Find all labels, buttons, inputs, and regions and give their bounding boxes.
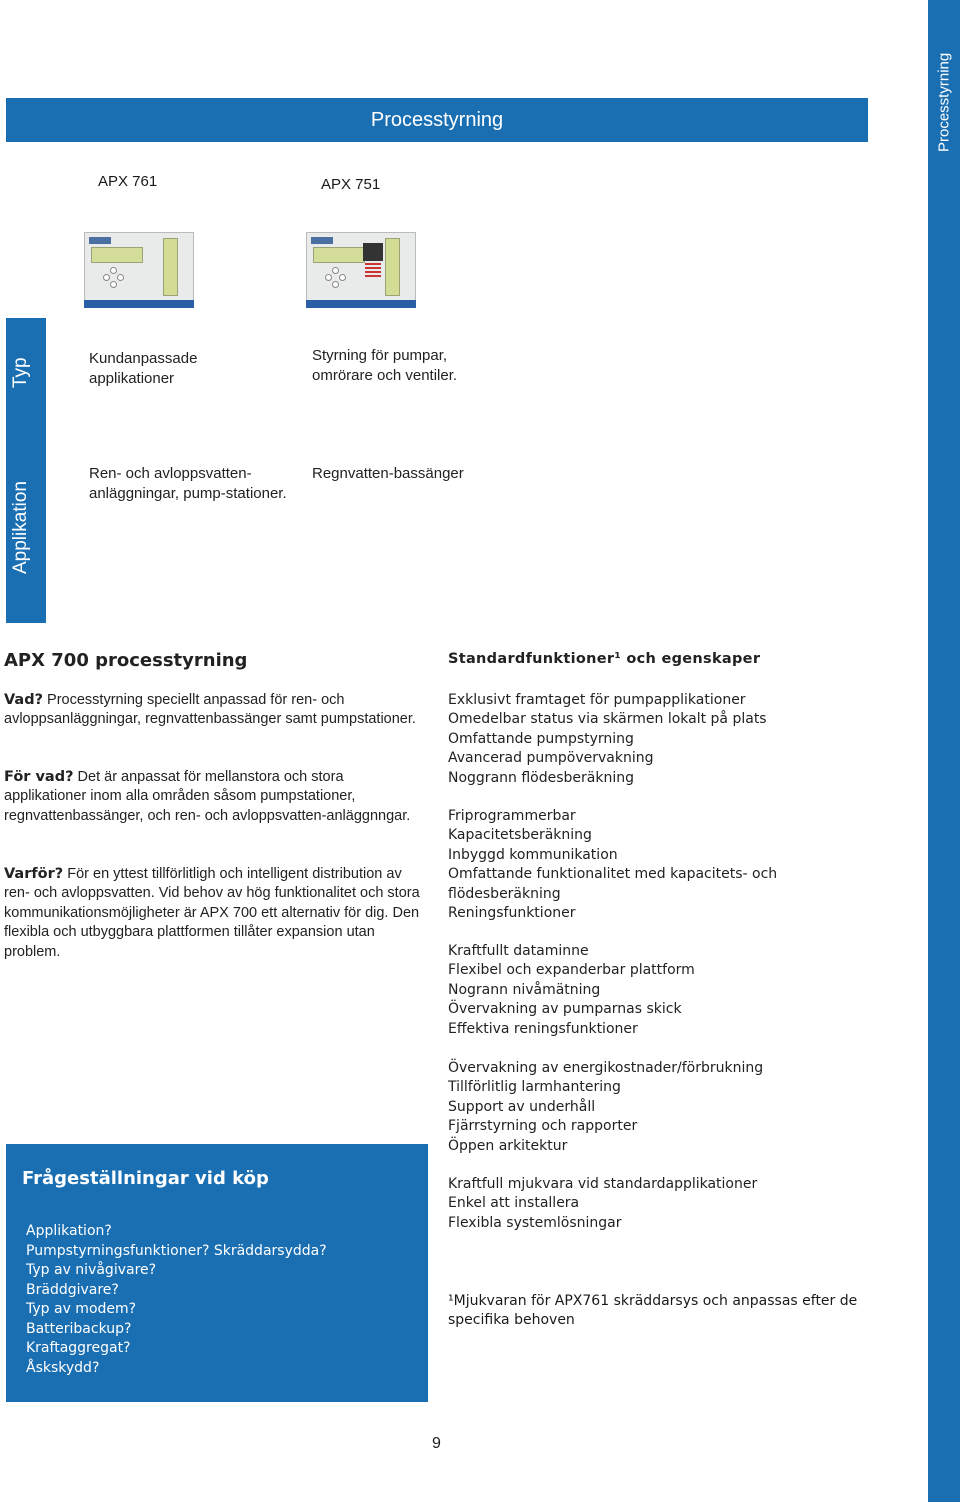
keypad-icon [103,267,123,287]
questions-box [6,1144,428,1402]
keypad-icon [325,267,345,287]
applikation-apx751: Regnvatten-bassänger [312,465,464,482]
question-item: Pumpstyrningsfunktioner? Skräddarsydda? [26,1242,327,1259]
text-vad: Processtyrning speciellt anpassad för ren- och avloppsanläggningar, regnvattenbassänger samt pumpstationer. [4,692,416,728]
page-title: Processtyrning [370,109,504,131]
feature-item: Friprogrammerbar [448,808,576,824]
paragraph-varfor [4,865,424,962]
question-item: Åskskydd? [26,1359,100,1376]
feature-item: Avancerad pumpövervakning [448,750,654,767]
apx761-device-image [84,232,194,302]
text-forvad: Det är anpassat för mellanstora och stora applikationer inom alla områden såsom pumpstationer, regnvattenbassänger, och ren- och avloppsvatten-anläggnngar. [4,769,411,824]
feature-item: Noggrann flödesberäkning [448,769,634,786]
label-vad: Vad? [4,692,44,708]
feature-item: Öppen arkitektur [448,1137,568,1154]
header-bar [6,98,868,142]
feature-item: Inbyggd kommunikation [448,846,618,863]
typ-apx761: Kundanpassade applikationer [89,350,198,387]
feature-item: Omfattande funktionalitet med kapacitets- och [448,866,778,883]
apx751-device-image [306,232,416,302]
feature-item: Fjärrstyrning och rapporter [448,1118,638,1135]
question-item: Applikation? [26,1223,112,1239]
device-display [91,247,143,263]
feature-item: Nogrann nivåmätning [448,981,601,998]
text-varfor: För en yttest tillförlitligh och intelligent distribution av ren- och avloppsvatten. Vid behov av hög funktionalitet och stora kommunikationsmöjligheter är APX 700 ett alternativ för dig. Den flexibla och utbyggbara plattformen tillåter expansion utan problem. [4,866,420,960]
led-strip [385,238,400,296]
feature-item: Enkel att installera [448,1195,580,1212]
feature-item: Effektiva reningsfunktioner [448,1020,638,1037]
feature-item: Flexibla systemlösningar [448,1214,622,1231]
feature-item: Exklusivt framtaget för pumpapplikationer [448,692,746,708]
feature-item: Kraftfull mjukvara vid standardapplikationer [448,1176,758,1192]
label-varfor: Varför? [4,866,64,882]
feature-item: Reningsfunktioner [448,905,576,922]
feature-item: Support av underhåll [448,1098,596,1115]
paragraph-vad [4,691,424,730]
paragraph-forvad [4,768,424,826]
device-display [313,247,365,263]
feature-group-5 [448,1175,868,1233]
row-label-applikation: Applikation [10,481,31,574]
question-item: Batteribackup? [26,1320,132,1337]
relay-block [363,243,383,261]
feature-item: Omedelbar status via skärmen lokalt på plats [448,711,767,728]
footnote: ¹Mjukvaran för APX761 skräddarsys och anpassas efter de specifika behoven [448,1293,858,1329]
label-forvad: För vad? [4,769,74,785]
device-footer [306,300,416,308]
product-title-apx751: APX 751 [321,176,381,193]
feature-group-2 [448,807,868,923]
applikation-apx761: Ren- och avloppsvatten-anläggningar, pump-stationer. [89,465,287,502]
questions-title: Frågeställningar vid köp [22,1168,269,1189]
row-label-typ: Typ [10,357,31,388]
led-strip [163,238,178,296]
feature-item: Kraftfullt dataminne [448,943,589,959]
section-title: APX 700 processtyrning [4,650,248,671]
feature-item: Omfattande pumpstyrning [448,730,634,747]
feature-item: Flexibel och expanderbar plattform [448,962,695,979]
question-item: Typ av modem? [26,1301,137,1317]
feature-item: Övervakning av energikostnader/förbrukning [448,1060,764,1076]
feature-group-3 [448,942,868,1039]
feature-item: flödesberäkning [448,885,561,902]
feature-group-1 [448,691,868,788]
brand-logo [89,237,111,244]
page-number: 9 [432,1435,441,1452]
question-item: Bräddgivare? [26,1281,119,1298]
brand-logo [311,237,333,244]
feature-item: Övervakning av pumparnas skick [448,1001,682,1018]
device-footer [84,300,194,308]
feature-item: Kapacitetsberäkning [448,827,592,844]
feature-group-4 [448,1059,868,1156]
question-item: Typ av nivågivare? [26,1262,157,1278]
questions-list [26,1222,327,1378]
side-stripe [928,0,960,1502]
typ-apx751: Styrning för pumpar, omrörare och ventiler. [312,347,458,384]
side-stripe-label: Processtyrning [935,52,953,152]
feature-item: Tillförlitlig larmhantering [448,1079,621,1096]
question-item: Kraftaggregat? [26,1340,131,1356]
relay-leds [365,263,381,277]
standard-features-title: Standardfunktioner¹ och egenskaper [448,651,761,667]
product-title-apx761: APX 761 [98,173,158,190]
